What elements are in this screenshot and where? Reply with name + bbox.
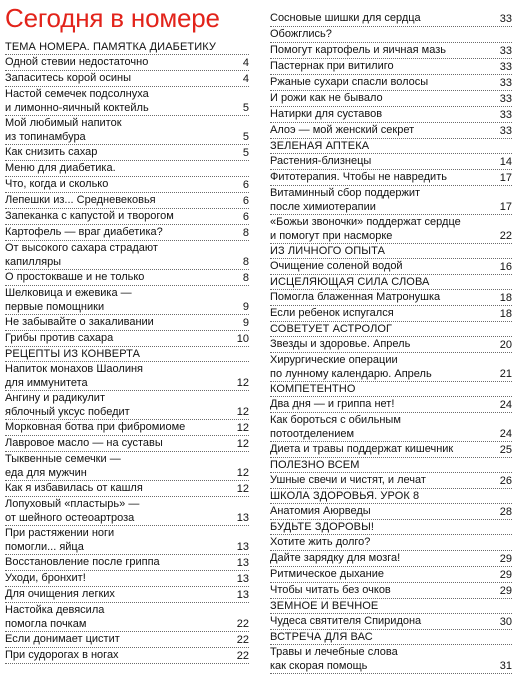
entry-page-number: 9 bbox=[242, 317, 249, 329]
contents-entry bbox=[5, 55, 249, 71]
entry-page-number: 5 bbox=[242, 102, 249, 114]
entry-page-number: 33 bbox=[499, 93, 512, 105]
contents-entry bbox=[5, 145, 249, 161]
entry-page-number: 6 bbox=[242, 179, 249, 191]
entry-title: Если ребенок испугался bbox=[270, 307, 394, 319]
contents-entry bbox=[270, 107, 512, 123]
contents-entry bbox=[270, 170, 512, 186]
entry-title: Фитотерапия. Чтобы не навредить bbox=[270, 171, 447, 183]
entry-title: Запеканка с капустой и творогом bbox=[5, 210, 174, 222]
entry-title: Дайте зарядку для мозга! bbox=[270, 552, 401, 564]
entry-title: Как бороться с обильным потоотделением bbox=[270, 414, 401, 440]
entry-page-number: 14 bbox=[499, 156, 512, 168]
entry-page-number: 22 bbox=[499, 230, 512, 242]
contents-entry bbox=[270, 504, 512, 520]
section-heading: ИЗ ЛИЧНОГО ОПЫТА bbox=[270, 244, 512, 259]
contents-entry bbox=[5, 648, 249, 664]
contents-entry bbox=[270, 567, 512, 583]
entry-page-number: 12 bbox=[236, 483, 249, 495]
section-heading: КОМПЕТЕНТНО bbox=[270, 382, 512, 397]
contents-entry bbox=[270, 535, 512, 551]
entry-title: Напиток монахов Шаолиня для иммунитета bbox=[5, 363, 143, 389]
entry-title: Натирки для суставов bbox=[270, 108, 383, 120]
entry-page-number: 20 bbox=[499, 339, 512, 351]
entry-page-number: 8 bbox=[242, 227, 249, 239]
entry-title: «Божьи звоночки» поддержат сердце и помогут при насморке bbox=[270, 216, 461, 242]
entry-title: Тыквенные семечки — еда для мужчин bbox=[5, 453, 121, 479]
entry-title: Витаминный сбор поддержит после химиотерапии bbox=[270, 187, 421, 213]
entry-page-number: 29 bbox=[499, 553, 512, 565]
contents-entry bbox=[5, 452, 249, 481]
contents-entry bbox=[5, 193, 249, 209]
entry-page-number: 21 bbox=[499, 368, 512, 380]
entry-page-number: 12 bbox=[236, 467, 249, 479]
contents-entry bbox=[5, 161, 249, 177]
section-heading: ТЕМА НОМЕРА. ПАМЯТКА ДИАБЕТИКУ bbox=[5, 40, 249, 55]
entry-title: Ржаные сухари спасли волосы bbox=[270, 76, 429, 88]
contents-entry bbox=[5, 526, 249, 555]
contents-entry bbox=[270, 290, 512, 306]
entry-title: Уходи, бронхит! bbox=[5, 572, 86, 584]
entry-page-number: 25 bbox=[499, 444, 512, 456]
contents-entry bbox=[270, 645, 512, 674]
entry-title: Картофель — враг диабетика? bbox=[5, 226, 163, 238]
entry-title: Пастернак при витилиго bbox=[270, 60, 394, 72]
contents-entry bbox=[270, 473, 512, 489]
section-heading: БУДЬТЕ ЗДОРОВЫ! bbox=[270, 520, 512, 535]
entry-title: Анатомия Аюрведы bbox=[270, 505, 371, 517]
entry-title: Очищение соленой водой bbox=[270, 260, 403, 272]
contents-entry bbox=[5, 420, 249, 436]
entry-page-number: 33 bbox=[499, 13, 512, 25]
entry-title: Запаситесь корой осины bbox=[5, 72, 132, 84]
contents-entry bbox=[5, 177, 249, 193]
entry-page-number: 33 bbox=[499, 109, 512, 121]
section-heading: ЗЕМНОЕ И ВЕЧНОЕ bbox=[270, 599, 512, 614]
entry-title: Как снизить сахар bbox=[5, 146, 98, 158]
contents-entry bbox=[5, 270, 249, 286]
entry-title: Лепешки из... Средневековья bbox=[5, 194, 156, 206]
contents-entry bbox=[270, 43, 512, 59]
entry-page-number: 33 bbox=[499, 61, 512, 73]
contents-entry bbox=[270, 306, 512, 322]
entry-page-number: 13 bbox=[236, 512, 249, 524]
entry-title: Ритмическое дыхание bbox=[270, 568, 384, 580]
contents-entry bbox=[270, 337, 512, 353]
entry-title: Как я избавилась от кашля bbox=[5, 482, 143, 494]
entry-page-number: 29 bbox=[499, 585, 512, 597]
contents-entry bbox=[5, 571, 249, 587]
entry-title: Шелковица и ежевика — первые помощники bbox=[5, 287, 132, 313]
entry-title: Морковная ботва при фибромиоме bbox=[5, 421, 186, 433]
entry-page-number: 28 bbox=[499, 506, 512, 518]
entry-page-number: 10 bbox=[236, 333, 249, 345]
section-heading: ИСЦЕЛЯЮЩАЯ СИЛА СЛОВА bbox=[270, 275, 512, 290]
entry-title: Обожглись? bbox=[270, 28, 332, 40]
entry-title: Лавровое масло — на суставы bbox=[5, 437, 163, 449]
entry-title: Настой семечек подсолнуха и лимонно-яичный коктейль bbox=[5, 88, 149, 114]
entry-title: Грибы против сахара bbox=[5, 332, 114, 344]
entry-page-number: 18 bbox=[499, 308, 512, 320]
entry-title: Для очищения легких bbox=[5, 588, 115, 600]
contents-entry bbox=[5, 315, 249, 331]
entry-title: Что, когда и сколько bbox=[5, 178, 109, 190]
entry-page-number: 26 bbox=[499, 475, 512, 487]
entry-title: Помогут картофель и яичная мазь bbox=[270, 44, 446, 56]
entry-page-number: 13 bbox=[236, 589, 249, 601]
entry-page-number: 12 bbox=[236, 438, 249, 450]
contents-entry bbox=[5, 331, 249, 347]
contents-entry bbox=[5, 497, 249, 526]
entry-page-number: 30 bbox=[499, 616, 512, 628]
entry-title: Диета и травы поддержат кишечник bbox=[270, 443, 454, 455]
entry-page-number: 33 bbox=[499, 45, 512, 57]
section-heading: ЗЕЛЕНАЯ АПТЕКА bbox=[270, 139, 512, 154]
contents-entry bbox=[5, 603, 249, 632]
section-heading: ПОЛЕЗНО ВСЕМ bbox=[270, 458, 512, 473]
entry-title: Сосновые шишки для сердца bbox=[270, 12, 421, 24]
contents-entry bbox=[5, 87, 249, 116]
contents-entry bbox=[5, 225, 249, 241]
contents-entry bbox=[5, 632, 249, 648]
entry-page-number: 13 bbox=[236, 557, 249, 569]
entry-title: Одной стевии недостаточно bbox=[5, 56, 149, 68]
contents-entry bbox=[270, 442, 512, 458]
contents-entry bbox=[270, 11, 512, 27]
contents-entry bbox=[270, 75, 512, 91]
entry-page-number: 12 bbox=[236, 406, 249, 418]
entry-title: Лопуховый «пластырь» — от шейного остеоартроза bbox=[5, 498, 140, 524]
section-heading: РЕЦЕПТЫ ИЗ КОНВЕРТА bbox=[5, 347, 249, 362]
contents-entry bbox=[5, 286, 249, 315]
entry-title: Чтобы читать без очков bbox=[270, 584, 391, 596]
entry-page-number: 5 bbox=[242, 131, 249, 143]
contents-left-column bbox=[5, 40, 249, 664]
contents-entry bbox=[270, 353, 512, 382]
entry-page-number: 6 bbox=[242, 211, 249, 223]
entry-title: Настойка девясила помогла почкам bbox=[5, 604, 105, 630]
contents-entry bbox=[270, 154, 512, 170]
entry-page-number: 4 bbox=[242, 57, 249, 69]
entry-page-number: 8 bbox=[242, 272, 249, 284]
contents-entry bbox=[270, 27, 512, 43]
entry-page-number: 6 bbox=[242, 195, 249, 207]
entry-page-number: 12 bbox=[236, 422, 249, 434]
entry-page-number: 13 bbox=[236, 573, 249, 585]
entry-title: Растения-близнецы bbox=[270, 155, 372, 167]
entry-title: При растяжении ноги помогли... яйца bbox=[5, 527, 115, 553]
contents-entry bbox=[270, 91, 512, 107]
entry-title: Два дня — и гриппа нет! bbox=[270, 398, 395, 410]
entry-title: При судорогах в ногах bbox=[5, 649, 119, 661]
contents-entry bbox=[5, 481, 249, 497]
entry-page-number: 13 bbox=[236, 541, 249, 553]
entry-title: Меню для диабетика. bbox=[5, 162, 116, 174]
entry-title: Ангину и радикулит яблочный уксус победит bbox=[5, 392, 130, 418]
contents-entry bbox=[270, 123, 512, 139]
entry-title: Хирургические операции по лунному календарю. Апрель bbox=[270, 354, 432, 380]
entry-title: О простокваше и не только bbox=[5, 271, 145, 283]
entry-title: Алоэ — мой женский секрет bbox=[270, 124, 415, 136]
section-heading: ВСТРЕЧА ДЛЯ ВАС bbox=[270, 630, 512, 645]
entry-page-number: 31 bbox=[499, 660, 512, 672]
section-heading: ШКОЛА ЗДОРОВЬЯ. УРОК 8 bbox=[270, 489, 512, 504]
contents-entry bbox=[270, 583, 512, 599]
entry-title: Мой любимый напиток из топинамбура bbox=[5, 117, 122, 143]
contents-entry bbox=[270, 413, 512, 442]
contents-entry bbox=[270, 397, 512, 413]
entry-title: Помогла блаженная Матронушка bbox=[270, 291, 441, 303]
contents-entry bbox=[5, 391, 249, 420]
entry-page-number: 33 bbox=[499, 125, 512, 137]
entry-title: Не забывайте о закаливании bbox=[5, 316, 154, 328]
entry-page-number: 4 bbox=[242, 73, 249, 85]
contents-entry bbox=[270, 259, 512, 275]
entry-title: Восстановление после гриппа bbox=[5, 556, 160, 568]
entry-title: Хотите жить долго? bbox=[270, 536, 371, 548]
entry-title: От высокого сахара страдают капилляры bbox=[5, 242, 158, 268]
entry-title: И рожи как не бывало bbox=[270, 92, 383, 104]
contents-entry bbox=[5, 436, 249, 452]
contents-right-column bbox=[270, 11, 512, 674]
contents-entry bbox=[270, 614, 512, 630]
contents-entry bbox=[5, 587, 249, 603]
contents-entry bbox=[5, 241, 249, 270]
entry-title: Ушные свечи и чистят, и лечат bbox=[270, 474, 426, 486]
entry-page-number: 33 bbox=[499, 77, 512, 89]
entry-title: Чудеса святителя Спиридона bbox=[270, 615, 422, 627]
entry-page-number: 17 bbox=[499, 201, 512, 213]
entry-page-number: 8 bbox=[242, 256, 249, 268]
section-heading: СОВЕТУЕТ АСТРОЛОГ bbox=[270, 322, 512, 337]
entry-page-number: 5 bbox=[242, 147, 249, 159]
page-title: Сегодня в номере bbox=[5, 3, 220, 33]
entry-page-number: 22 bbox=[236, 618, 249, 630]
entry-page-number: 22 bbox=[236, 650, 249, 662]
entry-page-number: 12 bbox=[236, 377, 249, 389]
entry-page-number: 29 bbox=[499, 569, 512, 581]
entry-page-number: 18 bbox=[499, 292, 512, 304]
entry-page-number: 16 bbox=[499, 261, 512, 273]
entry-title: Травы и лечебные слова как скорая помощь bbox=[270, 646, 398, 672]
contents-entry bbox=[5, 555, 249, 571]
entry-page-number: 24 bbox=[499, 428, 512, 440]
entry-page-number: 24 bbox=[499, 399, 512, 411]
contents-entry bbox=[5, 209, 249, 225]
contents-entry bbox=[270, 59, 512, 75]
contents-entry bbox=[5, 116, 249, 145]
contents-entry bbox=[270, 551, 512, 567]
contents-entry bbox=[5, 71, 249, 87]
entry-page-number: 17 bbox=[499, 172, 512, 184]
contents-entry bbox=[270, 186, 512, 215]
entry-page-number: 9 bbox=[242, 301, 249, 313]
entry-title: Звезды и здоровье. Апрель bbox=[270, 338, 411, 350]
entry-page-number: 22 bbox=[236, 634, 249, 646]
contents-entry bbox=[5, 362, 249, 391]
entry-title: Если донимает цистит bbox=[5, 633, 120, 645]
contents-entry bbox=[270, 215, 512, 244]
